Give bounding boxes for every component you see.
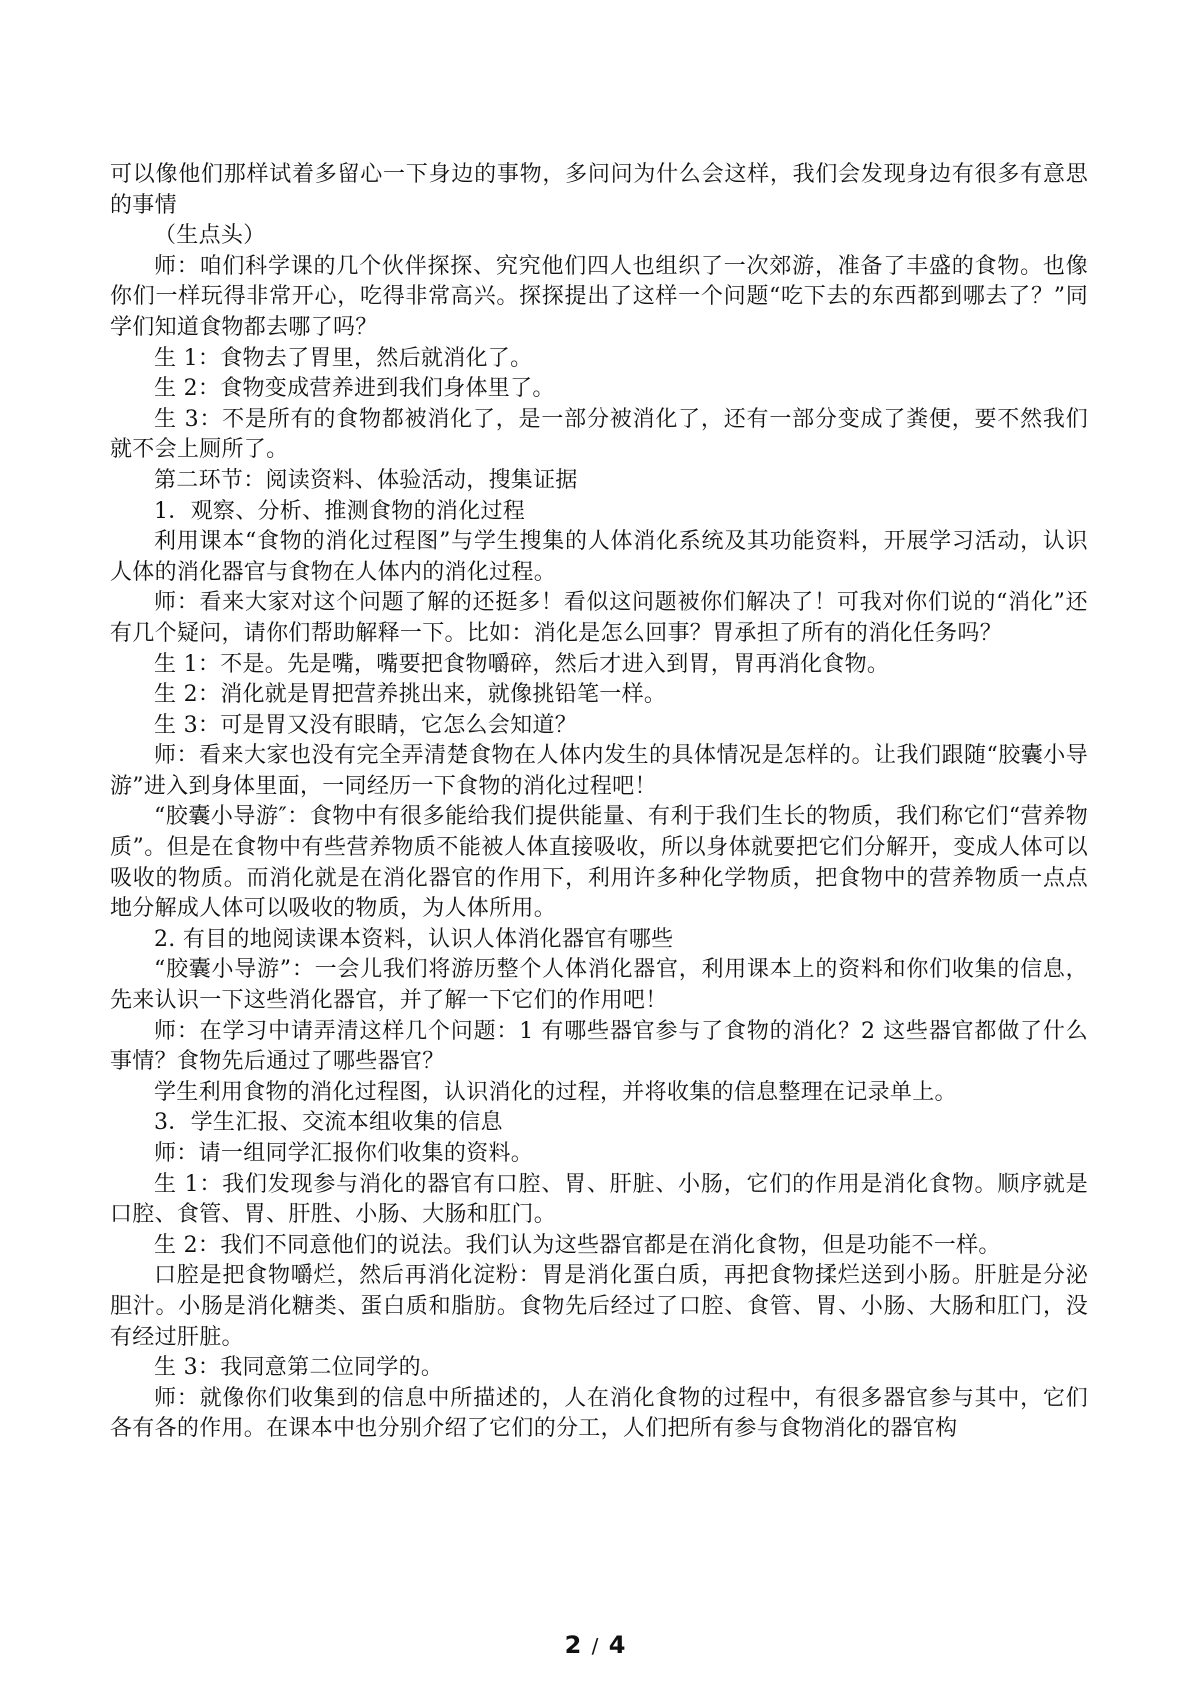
paragraph: 学生利用食物的消化过程图，认识消化的过程，并将收集的信息整理在记录单上。 <box>154 1079 957 1105</box>
paragraph: “胶囊小导游″：食物中有很多能给我们提供能量、有利于我们生长的物质，我们称它们“营养物质”。但是在食物中有些营养物质不能被人体直接吸收，所以身体就要把它们分解开，变成人体可以吸收的物质。而消化就是在消化器官的作用下，利用许多种化学物质，把食物中的营养物质一点点地分解成人体可以吸收的物质，为人体所用。 <box>110 804 1088 922</box>
paragraph: 生 2：我们不同意他们的说法。我们认为这些器官都是在消化食物，但是功能不一样。 <box>154 1232 1001 1258</box>
current-page-number: 2 <box>564 1631 583 1659</box>
subsection-heading: 1．观察、分析、推测食物的消化过程 <box>154 498 526 524</box>
paragraph: 生 3：不是所有的食物都被消化了，是一部分被消化了，还有一部分变成了粪便，要不然我们就不会上厕所了。 <box>110 406 1088 463</box>
paragraph: 师：看来大家也没有完全弄清楚食物在人体内发生的具体情况是怎样的。让我们跟随“胶囊小导游”进入到身体里面，一同经历一下食物的消化过程吧！ <box>110 743 1088 799</box>
total-pages-number: 4 <box>608 1631 627 1659</box>
section-heading: 第二环节：阅读资料、体验活动，搜集证据 <box>154 467 578 493</box>
paragraph: 生 3：可是胃又没有眼睛，它怎么会知道？ <box>154 712 577 738</box>
paragraph: 口腔是把食物嚼烂，然后再消化淀粉：胃是消化蛋白质，再把食物揉烂送到小肠。肝脏是分泌胆汁。小肠是消化糖类、蛋白质和脂肪。食物先后经过了口腔、食管、胃、小肠、大肠和肛门，没有经过肝脏。 <box>110 1263 1088 1350</box>
page-separator: / <box>591 1634 600 1658</box>
paragraph: 生 1：食物去了胃里，然后就消化了。 <box>154 345 533 371</box>
paragraph: 师：看来大家对这个问题了解的还挺多！看似这问题被你们解决了！可我对你们说的“消化”还有几个疑问，请你们帮助解释一下。比如：消化是怎么回事？胃承担了所有的消化任务吗？ <box>110 590 1088 646</box>
paragraph: 生 2：食物变成营养进到我们身体里了。 <box>154 376 555 402</box>
paragraph: （生点头） <box>154 223 266 249</box>
paragraph: 生 1：我们发现参与消化的器官有口腔、胃、肝脏、小肠，它们的作用是消化食物。顺序就是口腔、食管、胃、肝胜、小肠、大肠和肛门。 <box>110 1171 1088 1228</box>
paragraph: 师：就像你们收集到的信息中所描述的，人在消化食物的过程中，有很多器官参与其中，它们各有各的作用。在课本中也分别介绍了它们的分工，人们把所有参与食物消化的器官构 <box>110 1385 1088 1442</box>
paragraph: 师：咱们科学课的几个伙伴探探、究究他们四人也组织了一次郊游，准备了丰盛的食物。也像你们一样玩得非常开心，吃得非常高兴。探探提出了这样一个问题“吃下去的东西都到哪去了？”同学们知道食物都去哪了吗？ <box>110 253 1088 340</box>
page-number <box>0 1631 1191 1659</box>
document-body <box>110 160 1088 1445</box>
paragraph: 利用课本“食物的消化过程图”与学生搜集的人体消化系统及其功能资料，开展学习活动，认识人体的消化器官与食物在人体内的消化过程。 <box>110 529 1088 585</box>
subsection-heading: 2. 有目的地阅读课本资料，认识人体消化器官有哪些 <box>154 926 674 952</box>
paragraph: 生 2：消化就是胃把营养挑出来，就像挑铅笔一样。 <box>154 682 667 708</box>
paragraph: 师：在学习中请弄清这样几个问题：1 有哪些器官参与了食物的消化？2 这些器官都做了什么事情？食物先后通过了哪些器官？ <box>110 1018 1088 1075</box>
paragraph: 可以像他们那样试着多留心一下身边的事物，多问问为什么会这样，我们会发现身边有很多有意思的事情 <box>110 162 1088 218</box>
paragraph: “胶囊小导游”：一会儿我们将游历整个人体消化器官，利用课本上的资料和你们收集的信息，先来认识一下这些消化器官，并了解一下它们的作用吧！ <box>110 957 1088 1014</box>
paragraph: 生 1：不是。先是嘴，嘴要把食物嚼碎，然后才进入到胃，胃再消化食物。 <box>154 651 890 677</box>
paragraph: 师：请一组同学汇报你们收集的资料。 <box>154 1141 534 1166</box>
subsection-heading: 3．学生汇报、交流本组收集的信息 <box>154 1110 503 1136</box>
paragraph: 生 3：我同意第二位同学的。 <box>154 1355 444 1381</box>
